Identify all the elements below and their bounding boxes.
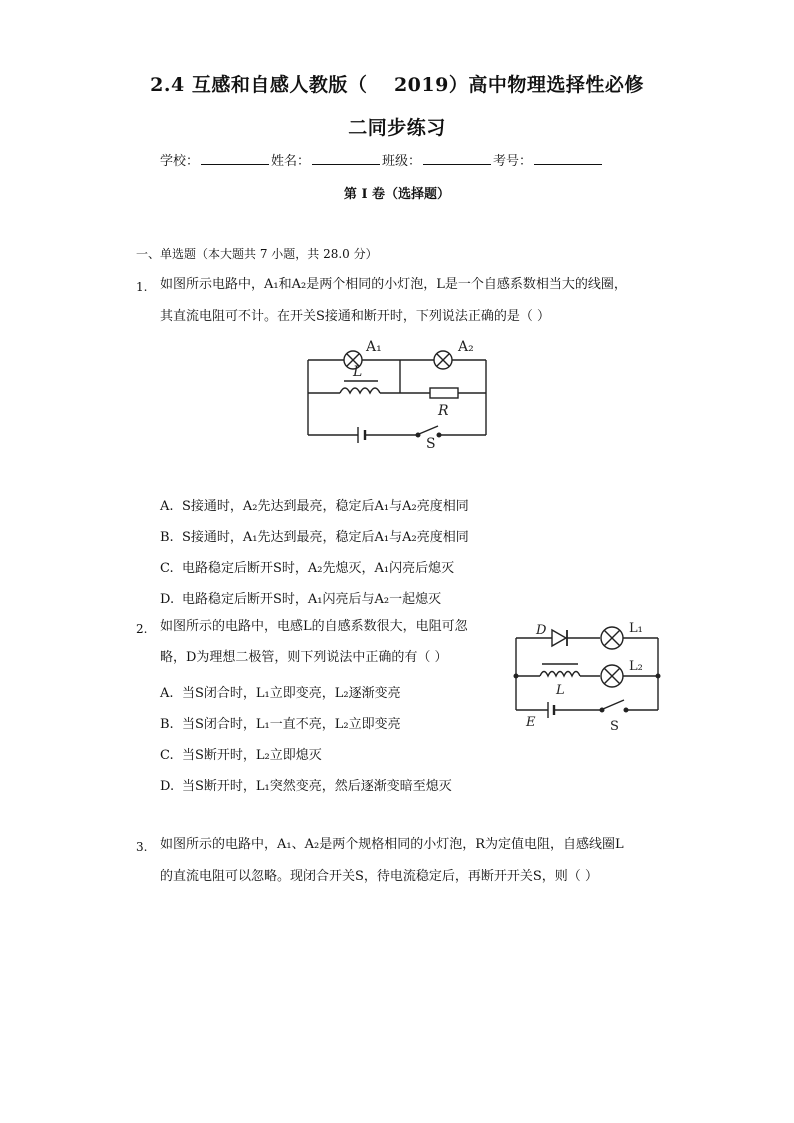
name-blank[interactable] [312,152,380,165]
question-3-line-2: 的直流电阻可以忽略。现闭合开关S，待电流稳定后，再断开开关S，则（ ） [160,869,598,884]
question-3-line-1: 如图所示的电路中，A₁、A₂是两个规格相同的小灯泡，R为定值电阻，自感线圈L [160,837,624,852]
option-text: S接通时，A₁先达到最亮，稳定后A₁与A₂亮度相同 [182,530,469,545]
option-text: 当S断开时，L₂立即熄灭 [182,748,322,763]
section-heading: 一、单选题（本大题共 7 小题，共 28.0 分） [136,247,378,261]
question-2-option-a[interactable] [160,682,401,701]
question-2-option-d[interactable] [160,775,452,794]
option-letter: D. [160,779,175,794]
option-text: 当S闭合时，L₁立即变亮，L₂逐渐变亮 [182,686,401,701]
question-1-option-d[interactable] [160,588,441,607]
class-blank[interactable] [423,152,491,165]
option-letter: C. [160,561,174,576]
label-l1: L₁ [629,621,643,636]
question-1-option-b[interactable] [160,526,469,545]
label-l: L [556,683,565,698]
number-label: 考号： [493,154,533,169]
question-2-option-b[interactable] [160,713,401,732]
number-blank[interactable] [534,152,602,165]
question-1-number: 1. [136,280,148,294]
page-title-line-1: 2.4 互感和自感人教版（ 2019）高中物理选择性必修 [150,74,644,96]
option-text: S接通时，A₂先达到最亮，稳定后A₁与A₂亮度相同 [182,499,469,514]
question-1-line-1: 如图所示电路中，A₁和A₂是两个相同的小灯泡，L是一个自感系数相当大的线圈， [160,277,627,292]
option-text: 电路稳定后断开S时，A₁闪亮后与A₂一起熄灭 [182,592,442,607]
student-info-line [160,150,604,169]
class-label: 班级： [382,154,422,169]
option-text: 电路稳定后断开S时，A₂先熄灭，A₁闪亮后熄灭 [182,561,455,576]
question-2-circuit-diagram [512,618,682,734]
label-a2: A₂ [458,339,474,355]
option-letter: C. [160,748,174,763]
question-2-number: 2. [136,622,148,636]
option-text: 当S闭合时，L₁一直不亮，L₂立即变亮 [182,717,401,732]
page-title-line-2: 二同步练习 [348,117,446,139]
school-label: 学校： [160,154,200,169]
label-r: R [438,403,449,419]
label-l2: L₂ [629,659,643,674]
question-1-line-2: 其直流电阻可不计。在开关S接通和断开时，下列说法正确的是（ ） [160,309,551,324]
option-letter: A. [160,499,174,514]
question-2-option-c[interactable] [160,744,322,763]
question-2-line-2: 略，D为理想二极管，则下列说法中正确的有（ ） [160,650,448,665]
question-1-option-a[interactable] [160,495,469,514]
question-1-circuit-diagram [298,335,494,452]
option-letter: B. [160,530,174,545]
label-s: S [610,719,619,734]
label-a1: A₁ [366,339,382,355]
option-text: 当S断开时，L₁突然变亮，然后逐渐变暗至熄灭 [182,779,452,794]
question-1-option-c[interactable] [160,557,454,576]
label-e: E [526,715,536,730]
option-letter: B. [160,717,174,732]
label-l: L [353,364,363,380]
question-2-line-1: 如图所示的电路中，电感L的自感系数很大，电阻可忽 [160,619,468,634]
label-s: S [426,436,436,452]
option-letter: D. [160,592,175,607]
label-d: D [536,623,547,638]
option-letter: A. [160,686,174,701]
question-3-number: 3. [136,840,148,854]
school-blank[interactable] [201,152,269,165]
name-label: 姓名： [271,154,311,169]
volume-heading: 第 I 卷（选择题） [343,187,451,202]
